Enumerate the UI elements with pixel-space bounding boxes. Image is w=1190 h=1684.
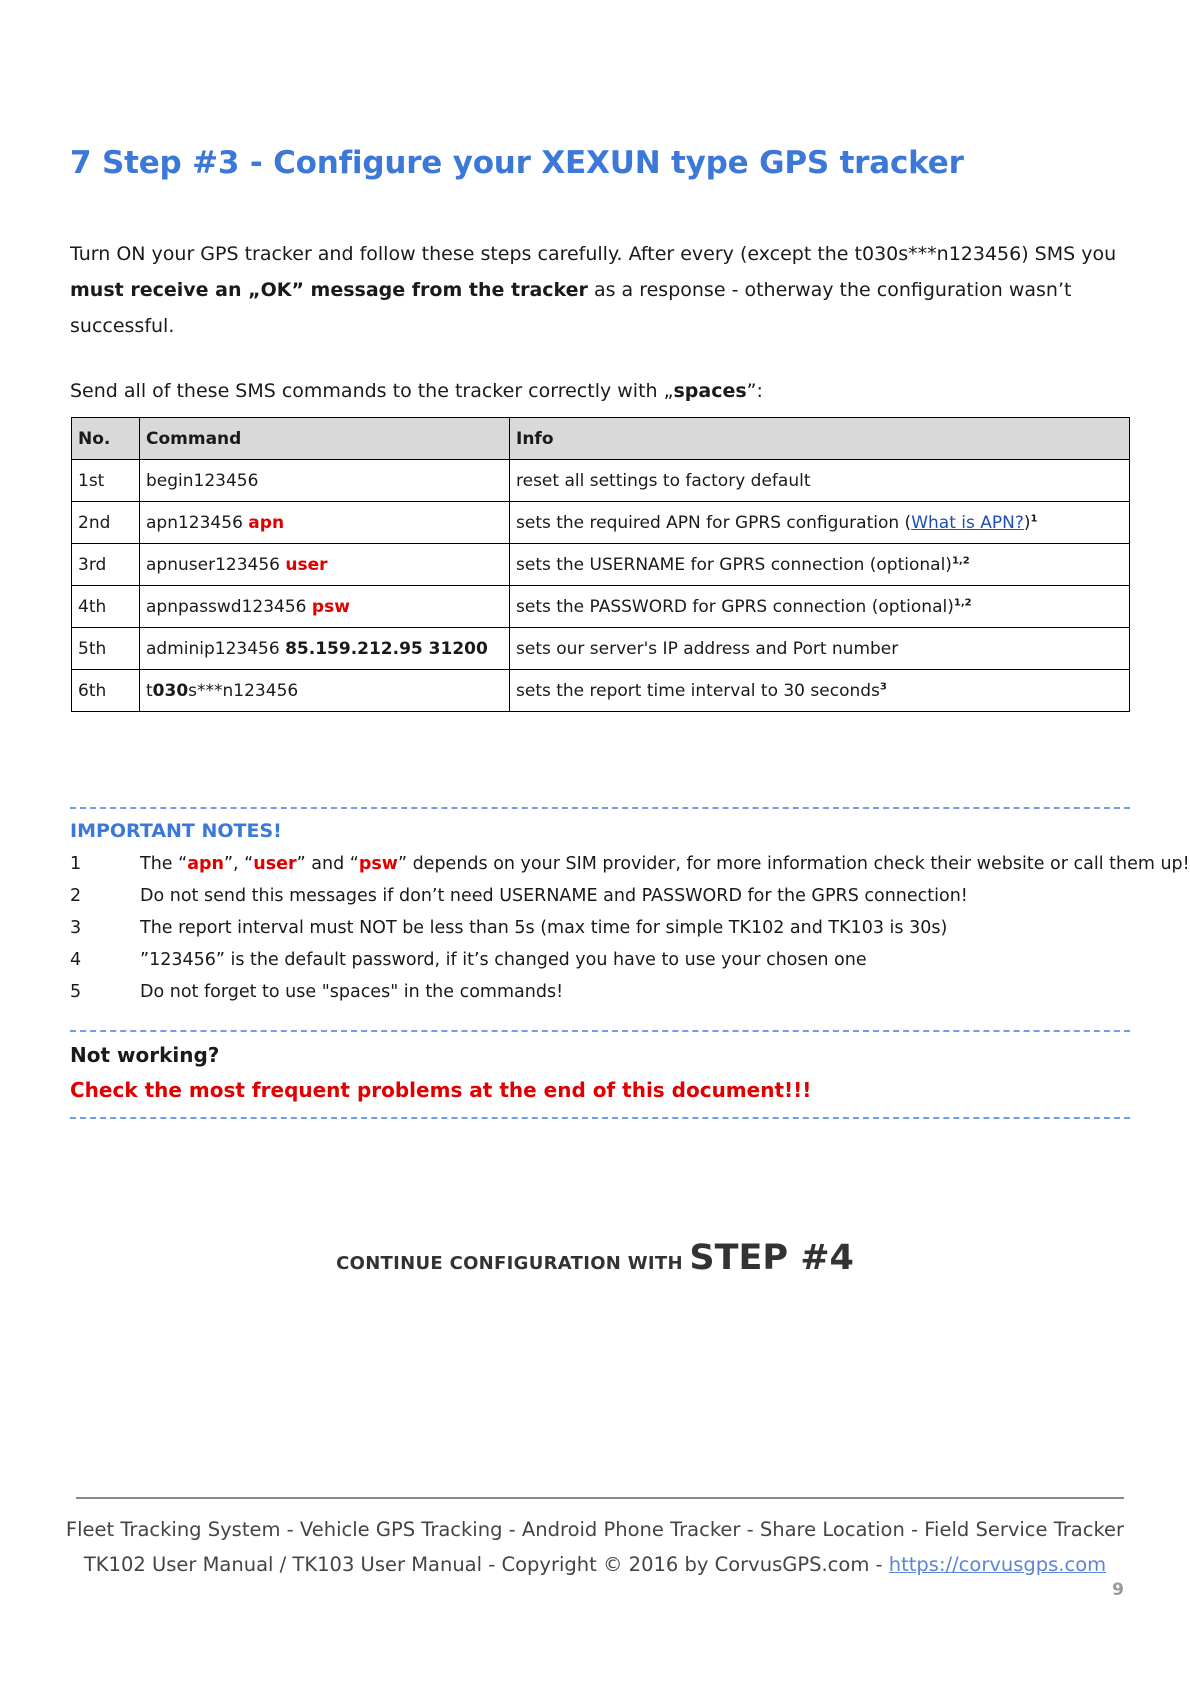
- cell-command: [140, 544, 510, 586]
- cell-info: reset all settings to factory default: [510, 460, 1130, 502]
- cell-info: [510, 670, 1130, 712]
- cmd-bold: 85.159.212.95 31200: [285, 638, 488, 659]
- footer-divider: [76, 1497, 1124, 1499]
- intro-paragraph: [70, 236, 1130, 344]
- note-text-part: ” and “: [296, 854, 359, 874]
- table-row: [72, 628, 1130, 670]
- intro-text-2: as a response - otherway the configuration wasn’t successful.: [70, 279, 1072, 337]
- cell-no: 6th: [72, 670, 140, 712]
- cell-command: begin123456: [140, 460, 510, 502]
- note-number: 1: [70, 854, 82, 874]
- intro-text-1: Turn ON your GPS tracker and follow these steps carefully. After every (except the t030s***n123456) SMS you: [70, 243, 1117, 265]
- send-text-end: ”:: [746, 380, 763, 402]
- footer-website-link[interactable]: https://corvusgps.com: [888, 1553, 1107, 1576]
- cell-info: [510, 544, 1130, 586]
- not-working-heading: Not working?: [70, 1043, 220, 1067]
- note-text-part: ” depends on your SIM provider, for more information check their website or call them up!: [397, 854, 1190, 874]
- header-info: Info: [510, 418, 1130, 460]
- info-text: sets the required APN for GPRS configuration (: [516, 512, 912, 533]
- note-text-part: The “: [140, 854, 188, 874]
- continue-text: CONTINUE CONFIGURATION WITH: [336, 1253, 690, 1274]
- note-number: 3: [70, 918, 82, 938]
- cmd-text: apn123456: [146, 512, 249, 533]
- info-text: sets the PASSWORD for GPRS connection (optional): [516, 596, 954, 617]
- cell-info: [510, 502, 1130, 544]
- footnote-ref: 1,2: [951, 554, 970, 566]
- header-command: Command: [140, 418, 510, 460]
- footnote-ref: 1,2: [953, 596, 972, 608]
- info-text: sets the USERNAME for GPRS connection (optional): [516, 554, 952, 575]
- cmd-bold: 030: [152, 680, 189, 701]
- intro-bold: must receive an „OK” message from the tracker: [70, 279, 588, 301]
- continue-step-link[interactable]: [0, 1238, 1190, 1278]
- cell-no: 2nd: [72, 502, 140, 544]
- cell-info: [510, 586, 1130, 628]
- dashed-divider: [70, 1030, 1130, 1032]
- note-text-part: ”, “: [223, 854, 254, 874]
- table-row: [72, 586, 1130, 628]
- send-instruction: [70, 380, 763, 402]
- table-row: [72, 544, 1130, 586]
- cell-no: 3rd: [72, 544, 140, 586]
- table-row: [72, 670, 1130, 712]
- cell-command: [140, 502, 510, 544]
- footer-line-1: Fleet Tracking System - Vehicle GPS Tracking - Android Phone Tracker - Share Location - Field Service Tracker: [65, 1518, 1125, 1541]
- cell-command: [140, 670, 510, 712]
- cmd-text: adminip123456: [146, 638, 286, 659]
- cell-command: [140, 628, 510, 670]
- page-number: 9: [1112, 1580, 1124, 1600]
- note-highlight-apn: apn: [187, 854, 224, 874]
- footnote-ref: 3: [879, 680, 887, 692]
- cmd-highlight: apn: [248, 512, 285, 533]
- page-title: 7 Step #3 - Configure your XEXUN type GPS tracker: [70, 145, 964, 181]
- dashed-divider: [70, 807, 1130, 809]
- note-number: 4: [70, 950, 82, 970]
- info-text: sets the report time interval to 30 seconds: [516, 680, 880, 701]
- note-text: ”123456” is the default password, if it’s changed you have to use your chosen one: [140, 950, 867, 970]
- table-header-row: [72, 418, 1130, 460]
- cmd-highlight: user: [285, 554, 328, 575]
- note-number: 5: [70, 982, 82, 1002]
- cell-no: 4th: [72, 586, 140, 628]
- footer-line-2: [0, 1553, 1190, 1576]
- cmd-text: apnuser123456: [146, 554, 286, 575]
- note-highlight-psw: psw: [358, 854, 398, 874]
- check-problems-text: Check the most frequent problems at the end of this document!!!: [70, 1078, 812, 1102]
- cell-command: [140, 586, 510, 628]
- note-text: The report interval must NOT be less than 5s (max time for simple TK102 and TK103 is 30s): [140, 918, 948, 938]
- note-highlight-user: user: [253, 854, 297, 874]
- cmd-highlight: psw: [311, 596, 350, 617]
- notes-title: IMPORTANT NOTES!: [70, 820, 282, 842]
- info-tail: ): [1023, 512, 1031, 533]
- what-is-apn-link[interactable]: What is APN?: [911, 512, 1024, 533]
- cell-info: sets our server's IP address and Port number: [510, 628, 1130, 670]
- send-bold: spaces: [673, 380, 747, 402]
- cmd-text: t: [146, 680, 153, 701]
- footnote-ref: 1: [1030, 512, 1038, 524]
- cell-no: 1st: [72, 460, 140, 502]
- note-text: [140, 854, 1190, 874]
- commands-table: [71, 417, 1130, 712]
- step-4-label: STEP #4: [689, 1238, 854, 1278]
- cell-no: 5th: [72, 628, 140, 670]
- header-no: No.: [72, 418, 140, 460]
- dashed-divider: [70, 1117, 1130, 1119]
- send-text: Send all of these SMS commands to the tracker correctly with „: [70, 380, 674, 402]
- footer-copyright: TK102 User Manual / TK103 User Manual - Copyright © 2016 by CorvusGPS.com -: [83, 1553, 889, 1576]
- table-row: [72, 460, 1130, 502]
- cmd-text: apnpasswd123456: [146, 596, 312, 617]
- cmd-text-end: s***n123456: [188, 680, 299, 701]
- note-number: 2: [70, 886, 82, 906]
- note-text: Do not forget to use "spaces" in the commands!: [140, 982, 564, 1002]
- note-text: Do not send this messages if don’t need USERNAME and PASSWORD for the GPRS connection!: [140, 886, 968, 906]
- table-row: [72, 502, 1130, 544]
